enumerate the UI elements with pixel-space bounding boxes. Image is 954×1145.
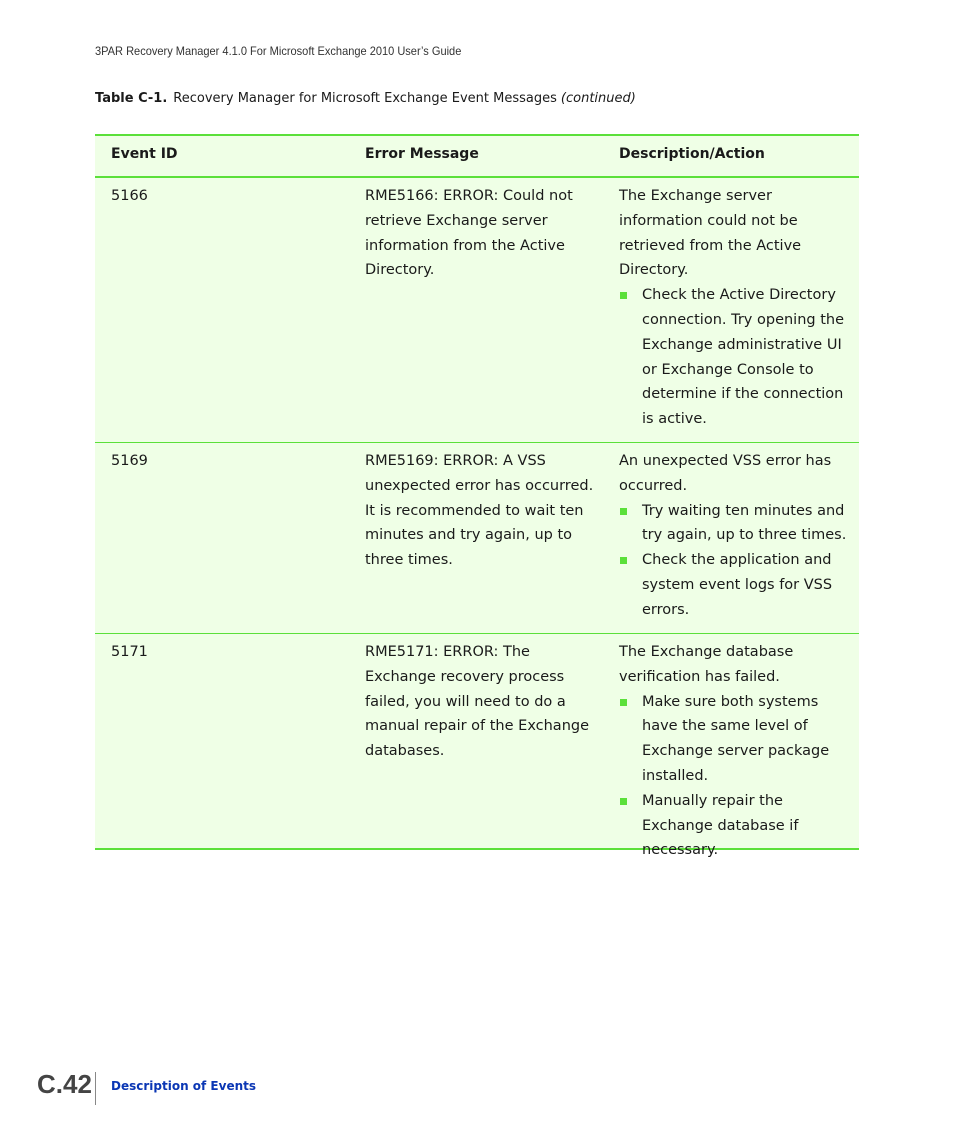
table-row bbox=[95, 178, 859, 443]
square-bullet-icon bbox=[620, 798, 627, 805]
action-text: Manually repair the Exchange database if necessary. bbox=[642, 792, 799, 859]
action-bullet bbox=[619, 690, 857, 789]
event-id-cell: 5169 bbox=[111, 453, 148, 469]
column-header-event-id: Event ID bbox=[111, 146, 178, 162]
description-cell bbox=[604, 634, 859, 859]
footer-divider bbox=[95, 1072, 96, 1105]
action-text: Make sure both systems have the same level of Exchange server package installed. bbox=[642, 693, 830, 784]
table-caption bbox=[95, 91, 636, 106]
square-bullet-icon bbox=[620, 508, 627, 515]
caption-continued: (continued) bbox=[560, 91, 636, 106]
action-text: Check the application and system event logs for VSS errors. bbox=[642, 552, 833, 618]
running-header: 3PAR Recovery Manager 4.1.0 For Microsoft Exchange 2010 User’s Guide bbox=[95, 44, 462, 58]
description-text: The Exchange server information could not be retrieved from the Active Directory. bbox=[619, 188, 802, 279]
description-cell bbox=[604, 443, 859, 633]
square-bullet-icon bbox=[620, 557, 627, 564]
table-row bbox=[95, 443, 859, 634]
description-text: The Exchange database verification has failed. bbox=[619, 644, 794, 685]
event-messages-table bbox=[95, 134, 859, 859]
footer-section-link[interactable]: Description of Events bbox=[111, 1079, 257, 1093]
action-text: Try waiting ten minutes and try again, up to three times. bbox=[642, 502, 847, 544]
caption-label: Table C-1. bbox=[95, 91, 168, 106]
description-text: An unexpected VSS error has occurred. bbox=[619, 453, 832, 494]
table-header-row bbox=[95, 136, 859, 178]
action-bullet bbox=[619, 499, 857, 549]
description-cell bbox=[604, 178, 859, 442]
error-message-cell: RME5171: ERROR: The Exchange recovery process failed, you will need to do a manual repair of the Exchange databases. bbox=[365, 644, 590, 760]
square-bullet-icon bbox=[620, 699, 627, 706]
action-bullet bbox=[619, 283, 857, 432]
error-message-cell: RME5166: ERROR: Could not retrieve Exchange server information from the Active Directory. bbox=[365, 188, 573, 279]
page-number: C.42 bbox=[37, 1069, 92, 1099]
event-id-cell: 5171 bbox=[111, 644, 148, 660]
table-row bbox=[95, 634, 859, 859]
action-text: Check the Active Directory connection. Try opening the Exchange administrative UI or Exchange Console to determine if the connection is active. bbox=[642, 287, 845, 428]
square-bullet-icon bbox=[620, 292, 627, 299]
action-bullet bbox=[619, 789, 857, 863]
column-header-description: Description/Action bbox=[619, 146, 765, 162]
caption-title: Recovery Manager for Microsoft Exchange Event Messages bbox=[173, 91, 557, 106]
event-id-cell: 5166 bbox=[111, 188, 148, 204]
column-header-error-message: Error Message bbox=[365, 146, 479, 162]
action-bullet bbox=[619, 548, 857, 622]
error-message-cell: RME5169: ERROR: A VSS unexpected error has occurred. It is recommended to wait ten minutes and try again, up to three times. bbox=[365, 453, 594, 569]
